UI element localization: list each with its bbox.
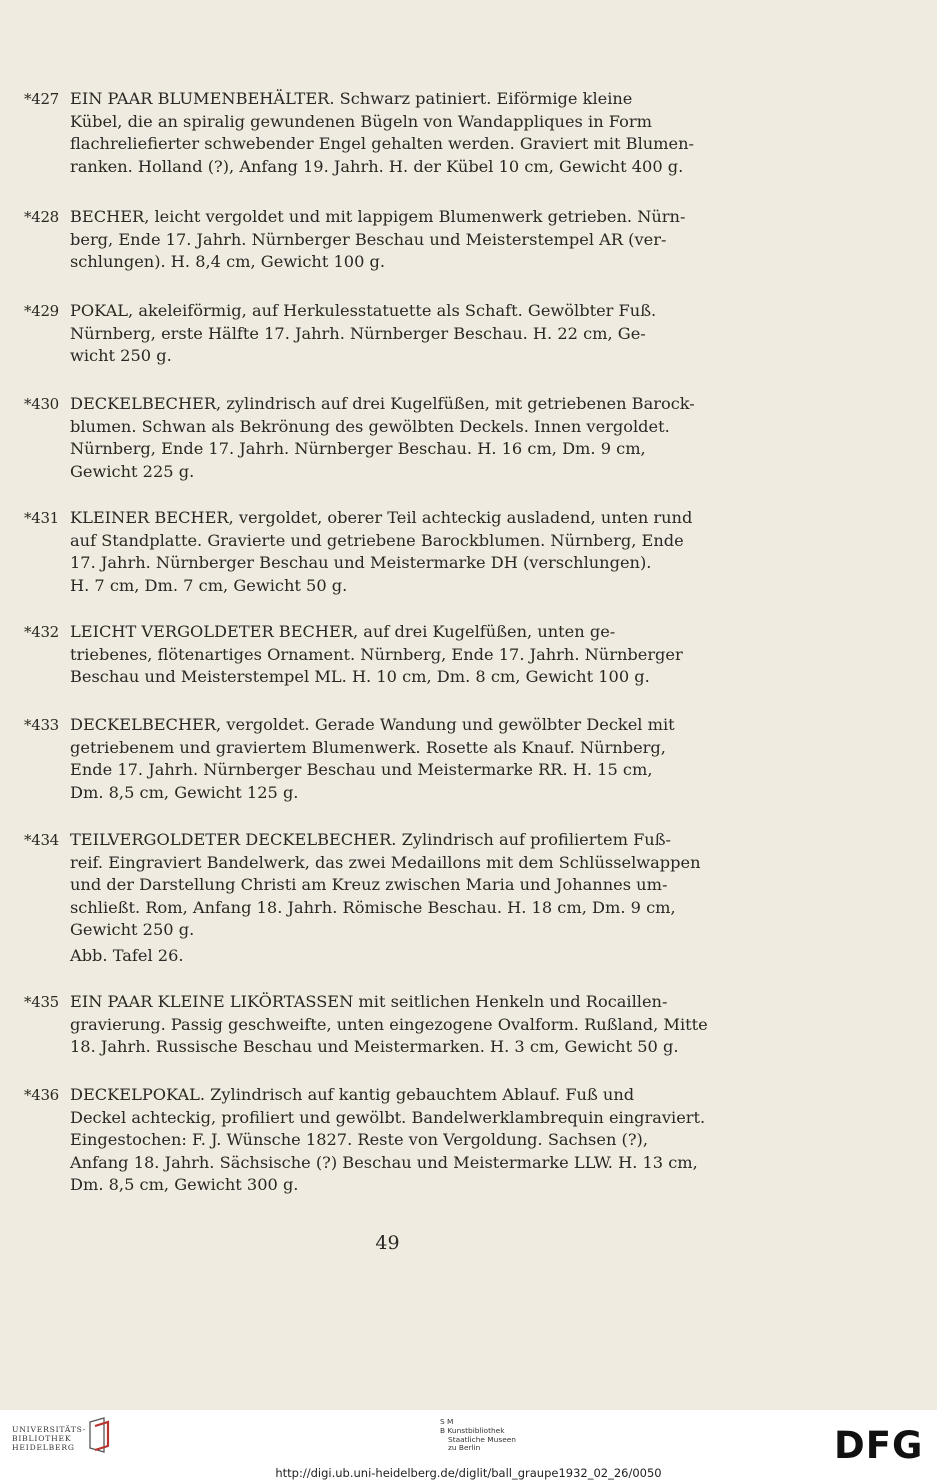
plate-reference: Abb. Tafel 26. [70, 945, 184, 965]
entry-description [70, 88, 714, 178]
entry-description [70, 507, 714, 597]
description-line: Anfang 18. Jahrh. Sächsische (?) Beschau und Meistermarke LLW. H. 13 cm, [70, 1152, 698, 1172]
description-line: EIN PAAR BLUMENBEHÄLTER. Schwarz patiniert. Eiförmige kleine [70, 89, 633, 108]
description-line: berg, Ende 17. Jahrh. Nürnberger Beschau und Meisterstempel AR (ver- [70, 229, 667, 249]
description-line: wicht 250 g. [70, 346, 172, 365]
description-line: schlungen). H. 8,4 cm, Gewicht 100 g. [70, 252, 386, 271]
entry-description [70, 1084, 714, 1197]
description-line: blumen. Schwan als Bekrönung des gewölbten Deckels. Innen vergoldet. [70, 416, 670, 436]
dfg-logo[interactable] [834, 1425, 924, 1463]
entry-number: *429 [24, 302, 59, 320]
entry-description [70, 393, 714, 483]
entry-description [70, 829, 714, 942]
kunstbibliothek-credit: S M B Kunstbibliothek Staatliche Museen zu Berlin [440, 1417, 516, 1453]
description-line: ranken. Holland (?), Anfang 19. Jahrh. H. der Kübel 10 cm, Gewicht 400 g. [70, 156, 684, 176]
description-line: auf Standplatte. Gravierte und getriebene Barockblumen. Nürnberg, Ende [70, 530, 684, 550]
entry-number: *427 [24, 90, 59, 108]
description-line: Nürnberg, Ende 17. Jahrh. Nürnberger Beschau. H. 16 cm, Dm. 9 cm, [70, 439, 646, 458]
description-line: Eingestochen: F. J. Wünsche 1827. Reste von Vergoldung. Sachsen (?), [70, 1130, 648, 1149]
description-line: Nürnberg, erste Hälfte 17. Jahrh. Nürnberger Beschau. H. 22 cm, Ge- [70, 323, 646, 343]
entry-number: *435 [24, 993, 59, 1011]
dfg-logo-text: DFG [834, 1425, 924, 1463]
entry-number: *434 [24, 831, 59, 849]
description-line: POKAL, akeleiförmig, auf Herkulesstatuette als Schaft. Gewölbter Fuß. [70, 301, 657, 320]
entry-number: *430 [24, 395, 59, 413]
description-line: KLEINER BECHER, vergoldet, oberer Teil achteckig ausladend, unten rund [70, 508, 693, 527]
description-line: Ende 17. Jahrh. Nürnberger Beschau und Meistermarke RR. H. 15 cm, [70, 760, 653, 779]
description-line: triebenes, flötenartiges Ornament. Nürnberg, Ende 17. Jahrh. Nürnberger [70, 644, 683, 664]
entry-number: *432 [24, 623, 59, 641]
description-line: BECHER, leicht vergoldet und mit lappigem Blumenwerk getrieben. Nürn- [70, 207, 686, 226]
entry-description [70, 621, 714, 689]
description-line: DECKELPOKAL. Zylindrisch auf kantig gebauchtem Ablauf. Fuß und [70, 1085, 635, 1104]
description-line: 18. Jahrh. Russische Beschau und Meistermarken. H. 3 cm, Gewicht 50 g. [70, 1037, 679, 1056]
entry-number: *428 [24, 208, 59, 226]
source-url-link[interactable]: http://digi.ub.uni-heidelberg.de/diglit/ball_graupe1932_02_26/0050 [275, 1466, 662, 1480]
description-line: Deckel achteckig, profiliert und gewölbt. Bandelwerklambrequin eingraviert. [70, 1107, 706, 1127]
description-line: H. 7 cm, Dm. 7 cm, Gewicht 50 g. [70, 575, 348, 595]
description-line: Kübel, die an spiralig gewundenen Bügeln von Wandappliques in Form [70, 111, 652, 131]
description-line: Dm. 8,5 cm, Gewicht 125 g. [70, 782, 299, 802]
description-line: gravierung. Passig geschweifte, unten eingezogene Ovalform. Rußland, Mitte [70, 1014, 708, 1034]
description-line: EIN PAAR KLEINE LIKÖRTASSEN mit seitlichen Henkeln und Rocaillen- [70, 992, 668, 1011]
description-line: 17. Jahrh. Nürnberger Beschau und Meistermarke DH (verschlungen). [70, 553, 652, 572]
entry-description [70, 206, 714, 274]
digitization-footer [0, 1410, 937, 1482]
university-library-name: UNIVERSITÄTS- BIBLIOTHEK HEIDELBERG [12, 1425, 87, 1453]
entry-description [70, 991, 714, 1059]
description-line: TEILVERGOLDETER DECKELBECHER. Zylindrisch auf profiliertem Fuß- [70, 830, 672, 849]
description-line: und der Darstellung Christi am Kreuz zwischen Maria und Johannes um- [70, 875, 668, 894]
description-line: DECKELBECHER, vergoldet. Gerade Wandung und gewölbter Deckel mit [70, 715, 675, 734]
entry-description [70, 300, 714, 368]
page-number: 49 [375, 1232, 400, 1254]
entry-number: *431 [24, 509, 59, 527]
description-line: Beschau und Meisterstempel ML. H. 10 cm, Dm. 8 cm, Gewicht 100 g. [70, 667, 650, 686]
entry-description [70, 714, 714, 804]
description-line: Dm. 8,5 cm, Gewicht 300 g. [70, 1175, 299, 1194]
university-library-logo[interactable] [12, 1425, 86, 1453]
description-line: Gewicht 250 g. [70, 920, 195, 939]
description-line: getriebenem und graviertem Blumenwerk. Rosette als Knauf. Nürnberg, [70, 737, 666, 757]
description-line: schließt. Rom, Anfang 18. Jahrh. Römische Beschau. H. 18 cm, Dm. 9 cm, [70, 897, 676, 917]
description-line: Gewicht 225 g. [70, 461, 195, 481]
description-line: DECKELBECHER, zylindrisch auf drei Kugelfüßen, mit getriebenen Barock- [70, 394, 695, 413]
entry-number: *436 [24, 1086, 59, 1104]
description-line: reif. Eingraviert Bandelwerk, das zwei Medaillons mit dem Schlüsselwappen [70, 852, 701, 872]
description-line: flachreliefierter schwebender Engel gehalten werden. Graviert mit Blumen- [70, 134, 695, 153]
entry-number: *433 [24, 716, 59, 734]
university-emblem-icon [84, 1416, 114, 1456]
description-line: LEICHT VERGOLDETER BECHER, auf drei Kugelfüßen, unten ge- [70, 622, 616, 641]
